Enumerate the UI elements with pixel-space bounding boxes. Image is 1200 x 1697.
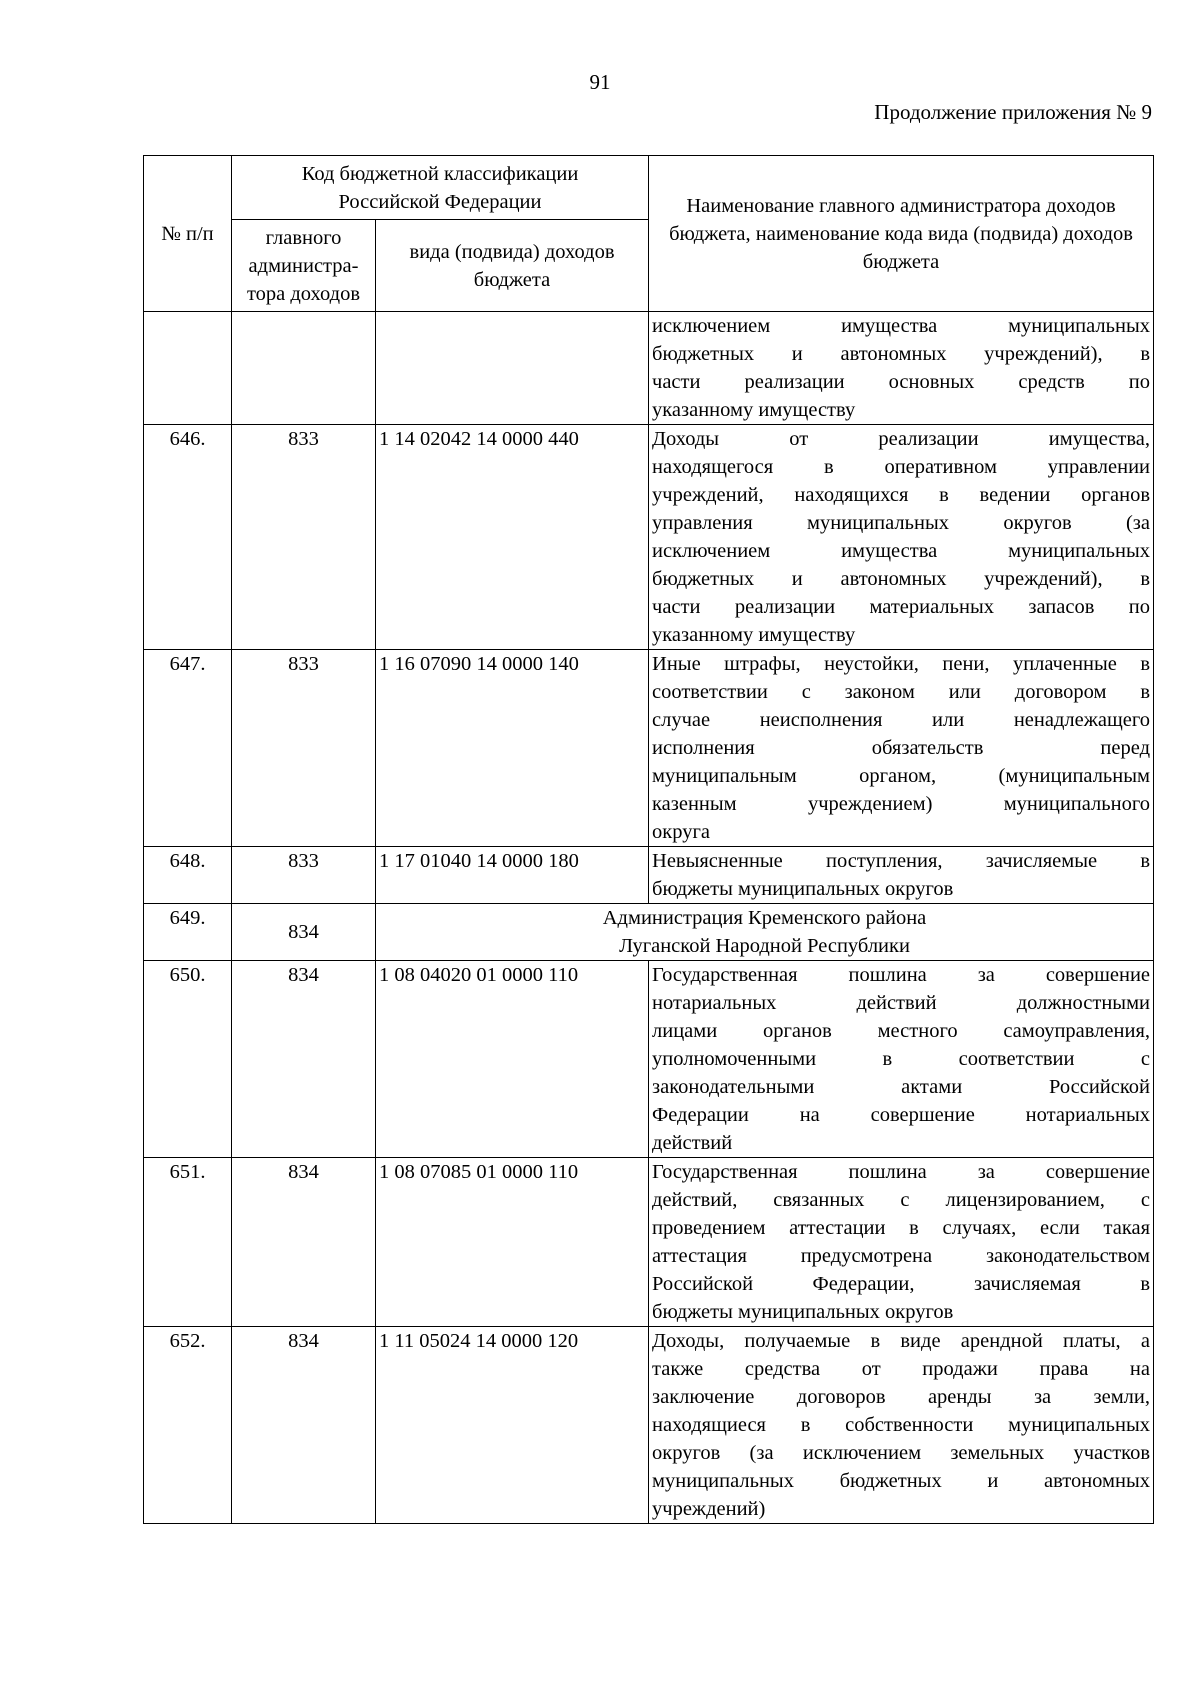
admin-code: 834	[232, 961, 376, 1158]
income-name	[649, 961, 1154, 1158]
income-name-line: Российской Федерации, зачисляемая в	[652, 1273, 1151, 1295]
income-name-line: заключение договоров аренды за земли,	[652, 1386, 1151, 1408]
income-name-line: Государственная пошлина за совершение	[652, 964, 1151, 986]
income-name-line: лицами органов местного самоуправления,	[652, 1020, 1151, 1042]
column-header-code-group: Код бюджетной классификации Российской Федерации	[232, 156, 649, 220]
income-code: 1 17 01040 14 0000 180	[376, 847, 649, 904]
column-header-admin-code: главного администра-тора доходов	[232, 220, 376, 312]
row-number: 652.	[144, 1327, 232, 1524]
table-row	[144, 425, 1154, 650]
income-name-line: соответствии с законом или договором в	[652, 681, 1151, 703]
admin-code: 833	[232, 425, 376, 650]
row-number: 651.	[144, 1158, 232, 1327]
admin-code: 833	[232, 650, 376, 847]
admin-code: 833	[232, 847, 376, 904]
income-code: 1 11 05024 14 0000 120	[376, 1327, 649, 1524]
table-row	[144, 312, 1154, 425]
column-header-num: № п/п	[144, 156, 232, 312]
income-name-line: округов (за исключением земельных участков	[652, 1442, 1151, 1464]
income-name-line: казенным учреждением) муниципального	[652, 793, 1151, 815]
income-name-line: действий	[652, 1132, 733, 1154]
income-code: 1 16 07090 14 0000 140	[376, 650, 649, 847]
income-name-line: действий, связанных с лицензированием, с	[652, 1189, 1151, 1211]
row-number	[144, 312, 232, 425]
table-row	[144, 1158, 1154, 1327]
income-name-line: Государственная пошлина за совершение	[652, 1161, 1151, 1183]
table-row	[144, 650, 1154, 847]
income-name-line: бюджетных и автономных учреждений), в	[652, 343, 1151, 365]
income-name-line: законодательными актами Российской	[652, 1076, 1151, 1098]
income-name-line: бюджеты муниципальных округов	[652, 878, 954, 900]
income-name-line: бюджеты муниципальных округов	[652, 1301, 954, 1323]
row-number: 649.	[144, 904, 232, 961]
income-name-line: округа	[652, 821, 710, 843]
income-name-line: части реализации материальных запасов по	[652, 596, 1151, 618]
column-header-name: Наименование главного администратора доходов бюджета, наименование кода вида (подвида) доходов бюджета	[649, 156, 1154, 312]
income-name-line: учреждений)	[652, 1498, 766, 1520]
income-name	[649, 650, 1154, 847]
income-name-line: Федерации на совершение нотариальных	[652, 1104, 1151, 1126]
income-name-line: Доходы от реализации имущества,	[652, 428, 1151, 450]
income-name-line: исключением имущества муниципальных	[652, 540, 1151, 562]
income-code	[376, 312, 649, 425]
income-code: 1 08 04020 01 0000 110	[376, 961, 649, 1158]
income-name-line: учреждений, находящихся в ведении органов	[652, 484, 1151, 506]
administrator-name-line: Администрация Кременского района	[602, 907, 927, 929]
income-name-line: муниципальным органом, (муниципальным	[652, 765, 1151, 787]
income-name-line: аттестация предусмотрена законодательством	[652, 1245, 1151, 1267]
income-name-line: части реализации основных средств по	[652, 371, 1151, 393]
row-number: 647.	[144, 650, 232, 847]
income-name-line: муниципальных бюджетных и автономных	[652, 1470, 1151, 1492]
admin-code: 834	[232, 1158, 376, 1327]
income-name	[649, 1327, 1154, 1524]
row-number: 648.	[144, 847, 232, 904]
income-code: 1 08 07085 01 0000 110	[376, 1158, 649, 1327]
income-name-line: бюджетных и автономных учреждений), в	[652, 568, 1151, 590]
income-name-line: Иные штрафы, неустойки, пени, уплаченные в	[652, 653, 1151, 675]
admin-code: 834	[232, 904, 376, 961]
income-name	[649, 1158, 1154, 1327]
administrator-name-line: Луганской Народной Республики	[619, 935, 910, 957]
income-name-line: указанному имуществу	[652, 624, 856, 646]
income-name-line: Доходы, получаемые в виде арендной платы, а	[652, 1330, 1151, 1352]
appendix-continuation: Продолжение приложения № 9	[874, 100, 1152, 124]
income-code: 1 14 02042 14 0000 440	[376, 425, 649, 650]
income-name-line: находящегося в оперативном управлении	[652, 456, 1151, 478]
admin-code: 834	[232, 1327, 376, 1524]
table-row	[144, 847, 1154, 904]
column-header-income-code: вида (подвида) доходов бюджета	[376, 220, 649, 312]
budget-classification-table	[143, 155, 1154, 1524]
row-number: 650.	[144, 961, 232, 1158]
income-name	[649, 847, 1154, 904]
table-row	[144, 961, 1154, 1158]
income-name-line: находящиеся в собственности муниципальных	[652, 1414, 1151, 1436]
income-name-line: уполномоченными в соответствии с	[652, 1048, 1151, 1070]
table-row	[144, 1327, 1154, 1524]
income-name-line: случае неисполнения или ненадлежащего	[652, 709, 1151, 731]
income-name	[649, 425, 1154, 650]
administrator-name	[376, 904, 1154, 961]
page-number: 91	[589, 70, 611, 94]
income-name-line: указанному имуществу	[652, 399, 856, 421]
income-name-line: нотариальных действий должностными	[652, 992, 1151, 1014]
income-name-line: проведением аттестации в случаях, если такая	[652, 1217, 1151, 1239]
income-name	[649, 312, 1154, 425]
table-row	[144, 904, 1154, 961]
table-body	[144, 312, 1154, 1524]
income-name-line: управления муниципальных округов (за	[652, 512, 1151, 534]
income-name-line: исключением имущества муниципальных	[652, 315, 1151, 337]
admin-code	[232, 312, 376, 425]
income-name-line: Невыясненные поступления, зачисляемые в	[652, 850, 1151, 872]
income-name-line: исполнения обязательств перед	[652, 737, 1151, 759]
income-name-line: также средства от продажи права на	[652, 1358, 1151, 1380]
row-number: 646.	[144, 425, 232, 650]
